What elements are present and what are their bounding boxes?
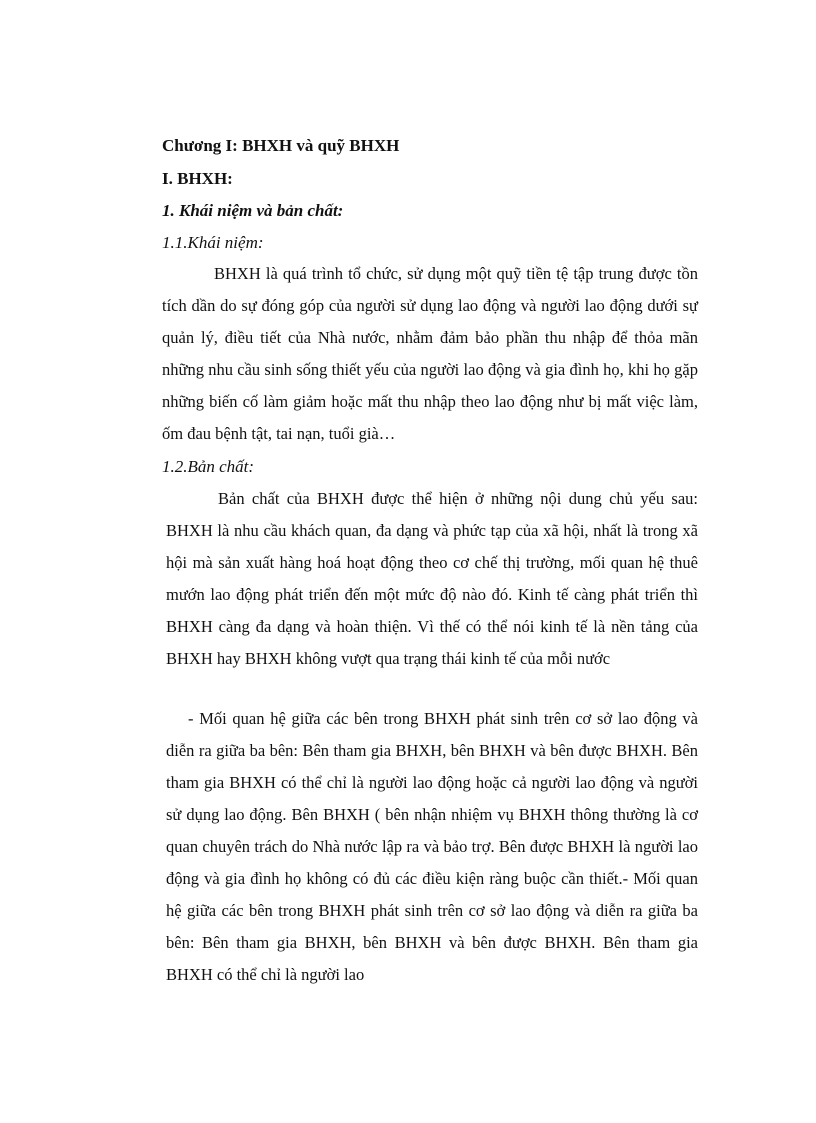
subsection-nature-title: 1.2.Bản chất: (162, 457, 255, 476)
chapter-title: Chương I: BHXH và quỹ BHXH (162, 136, 400, 155)
relations-paragraph: - Mối quan hệ giữa các bên trong BHXH phát sinh trên cơ sở lao động và diễn ra giữa ba bên: Bên tham gia BHXH, bên BHXH và bên được BHXH. Bên tham gia BHXH có thể chỉ là người lao động hoặc cả người lao động và người sử dụng lao động. Bên BHXH ( bên nhận nhiệm vụ BHXH thông thường là cơ quan chuyên trách do Nhà nước lập ra và bảo trợ. Bên được BHXH là người lao động và gia đình họ không có đủ các điều kiện ràng buộc cần thiết.- Mối quan hệ giữa các bên trong BHXH phát sinh trên cơ sở lao động và diễn ra giữa ba bên: Bên tham gia BHXH, bên BHXH và bên được BHXH. Bên tham gia BHXH có thể chỉ là người lao (166, 709, 698, 984)
subsection-definition-title: 1.1.Khái niệm: (162, 233, 264, 252)
subsection-title: 1. Khái niệm và bản chất: (162, 201, 344, 220)
definition-paragraph: BHXH là quá trình tổ chức, sử dụng một quỹ tiền tệ tập trung được tồn tích dần do sự đóng góp của người sử dụng lao động và người lao động dưới sự quản lý, điều tiết của Nhà nước, nhằm đảm bảo phần thu nhập để thỏa mãn những nhu cầu sinh sống thiết yếu của người lao động và gia đình họ, khi họ gặp những biến cố làm giảm hoặc mất thu nhập theo lao động như bị mất việc làm, ốm đau bệnh tật, tai nạn, tuổi già… (162, 264, 698, 443)
nature-paragraph: Bản chất của BHXH được thể hiện ở những nội dung chủ yếu sau: BHXH là nhu cầu khách quan, đa dạng và phức tạp của xã hội, nhất là trong xã hội mà sản xuất hàng hoá hoạt động theo cơ chế thị trường, mối quan hệ thuê mướn lao động phát triển đến một mức độ nào đó. Kinh tế càng phát triển thì BHXH càng đa dạng và hoàn thiện. Vì thế có thể nói kinh tế là nền tảng của BHXH hay BHXH không vượt qua trạng thái kinh tế của mỗi nước (166, 489, 698, 668)
section-title: I. BHXH: (162, 169, 233, 188)
